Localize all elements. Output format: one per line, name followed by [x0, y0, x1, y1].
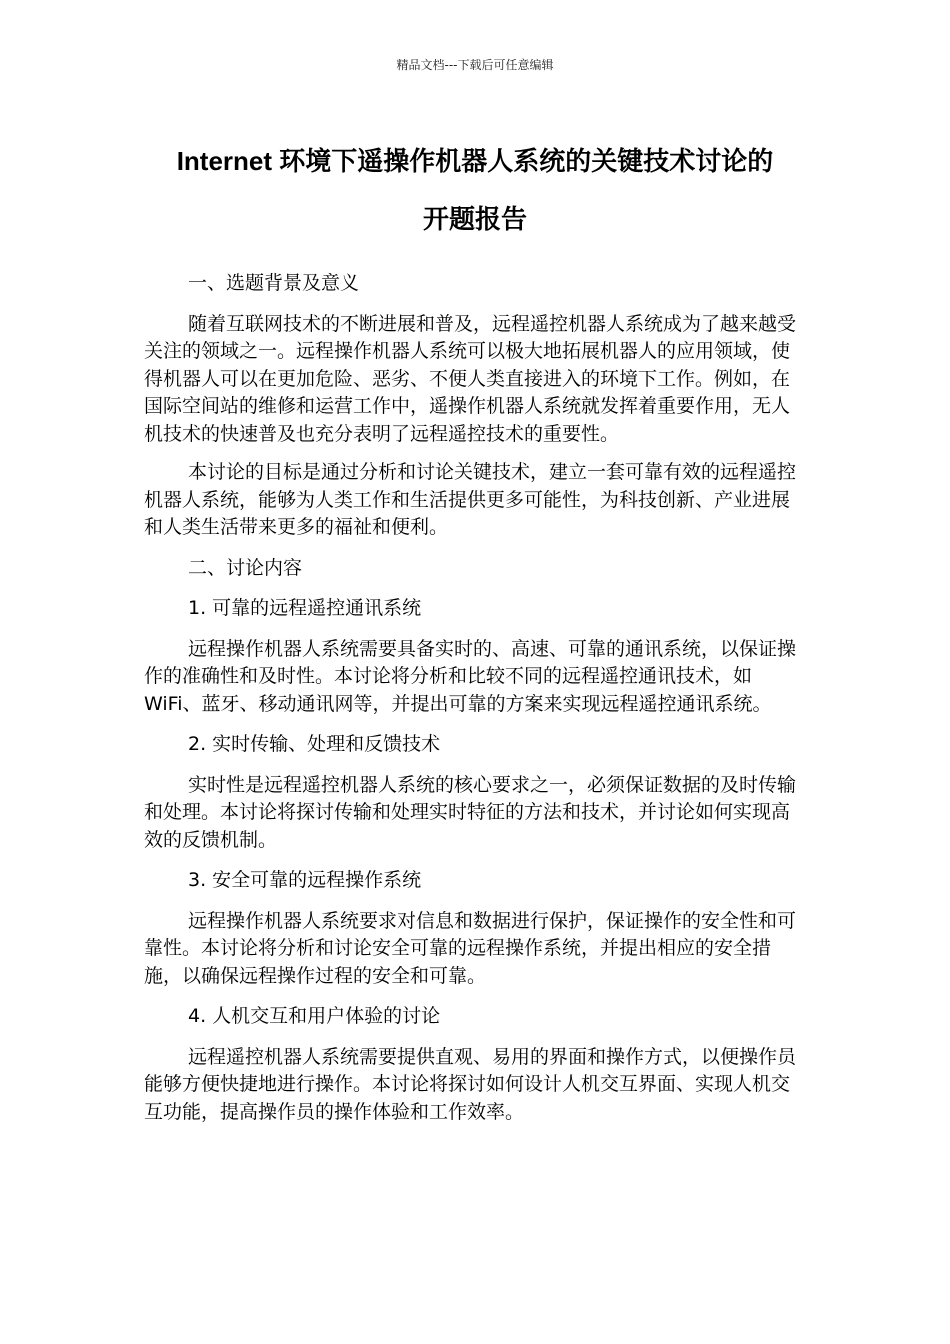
subheading-security: 3. 安全可靠的远程操作系统: [188, 869, 422, 891]
title-line-2: 开题报告: [422, 204, 527, 234]
section-heading-background: 一、选题背景及意义: [188, 272, 360, 294]
section-heading-content: 二、讨论内容: [188, 556, 303, 579]
subheading-hci: 4. 人机交互和用户体验的讨论: [188, 1005, 441, 1027]
document-body: [144, 270, 796, 1126]
paragraph-communication: 远程操作机器人系统需要具备实时的、高速、可靠的通讯系统，以保证操作的准确性和及时性。本讨论将分析和比较不同的远程遥控通讯技术，如 WiFi、蓝牙、移动通讯网等，并提出可靠的方案来实现远程遥控通讯系统。: [144, 637, 797, 715]
header-note: 精品文档---下载后可任意编辑: [396, 58, 554, 72]
subheading-realtime: 2. 实时传输、处理和反馈技术: [188, 733, 441, 755]
paragraph-security: 远程操作机器人系统要求对信息和数据进行保护，保证操作的安全性和可靠性。本讨论将分析和讨论安全可靠的远程操作系统，并提出相应的安全措施，以确保远程操作过程的安全和可靠。: [144, 909, 797, 987]
paragraph-realtime: 实时性是远程遥控机器人系统的核心要求之一，必须保证数据的及时传输和处理。本讨论将探讨传输和处理实时特征的方法和技术，并讨论如何实现高效的反馈机制。: [144, 773, 797, 851]
paragraph-hci: 远程遥控机器人系统需要提供直观、易用的界面和操作方式，以便操作员能够方便快捷地进行操作。本讨论将探讨如何设计人机交互界面、实现人机交互功能，提高操作员的操作体验和工作效率。: [144, 1045, 797, 1123]
paragraph-background-1: 随着互联网技术的不断进展和普及，远程遥控机器人系统成为了越来越受关注的领域之一。远程操作机器人系统可以极大地拓展机器人的应用领域，使得机器人可以在更加危险、恶劣、不便人类直接进入的环境下工作。例如，在国际空间站的维修和运营工作中，遥操作机器人系统就发挥着重要作用，无人机技术的快速普及也充分表明了远程遥控技术的重要性。: [144, 312, 797, 445]
subheading-communication: 1. 可靠的远程遥控通讯系统: [188, 597, 422, 619]
title-line-1: Internet 环境下遥操作机器人系统的关键技术讨论的: [176, 146, 774, 176]
paragraph-background-2: 本讨论的目标是通过分析和讨论关键技术，建立一套可靠有效的远程遥控机器人系统，能够为人类工作和生活提供更多可能性，为科技创新、产业进展和人类生活带来更多的福祉和便利。: [144, 461, 797, 538]
document-title: [100, 132, 850, 248]
